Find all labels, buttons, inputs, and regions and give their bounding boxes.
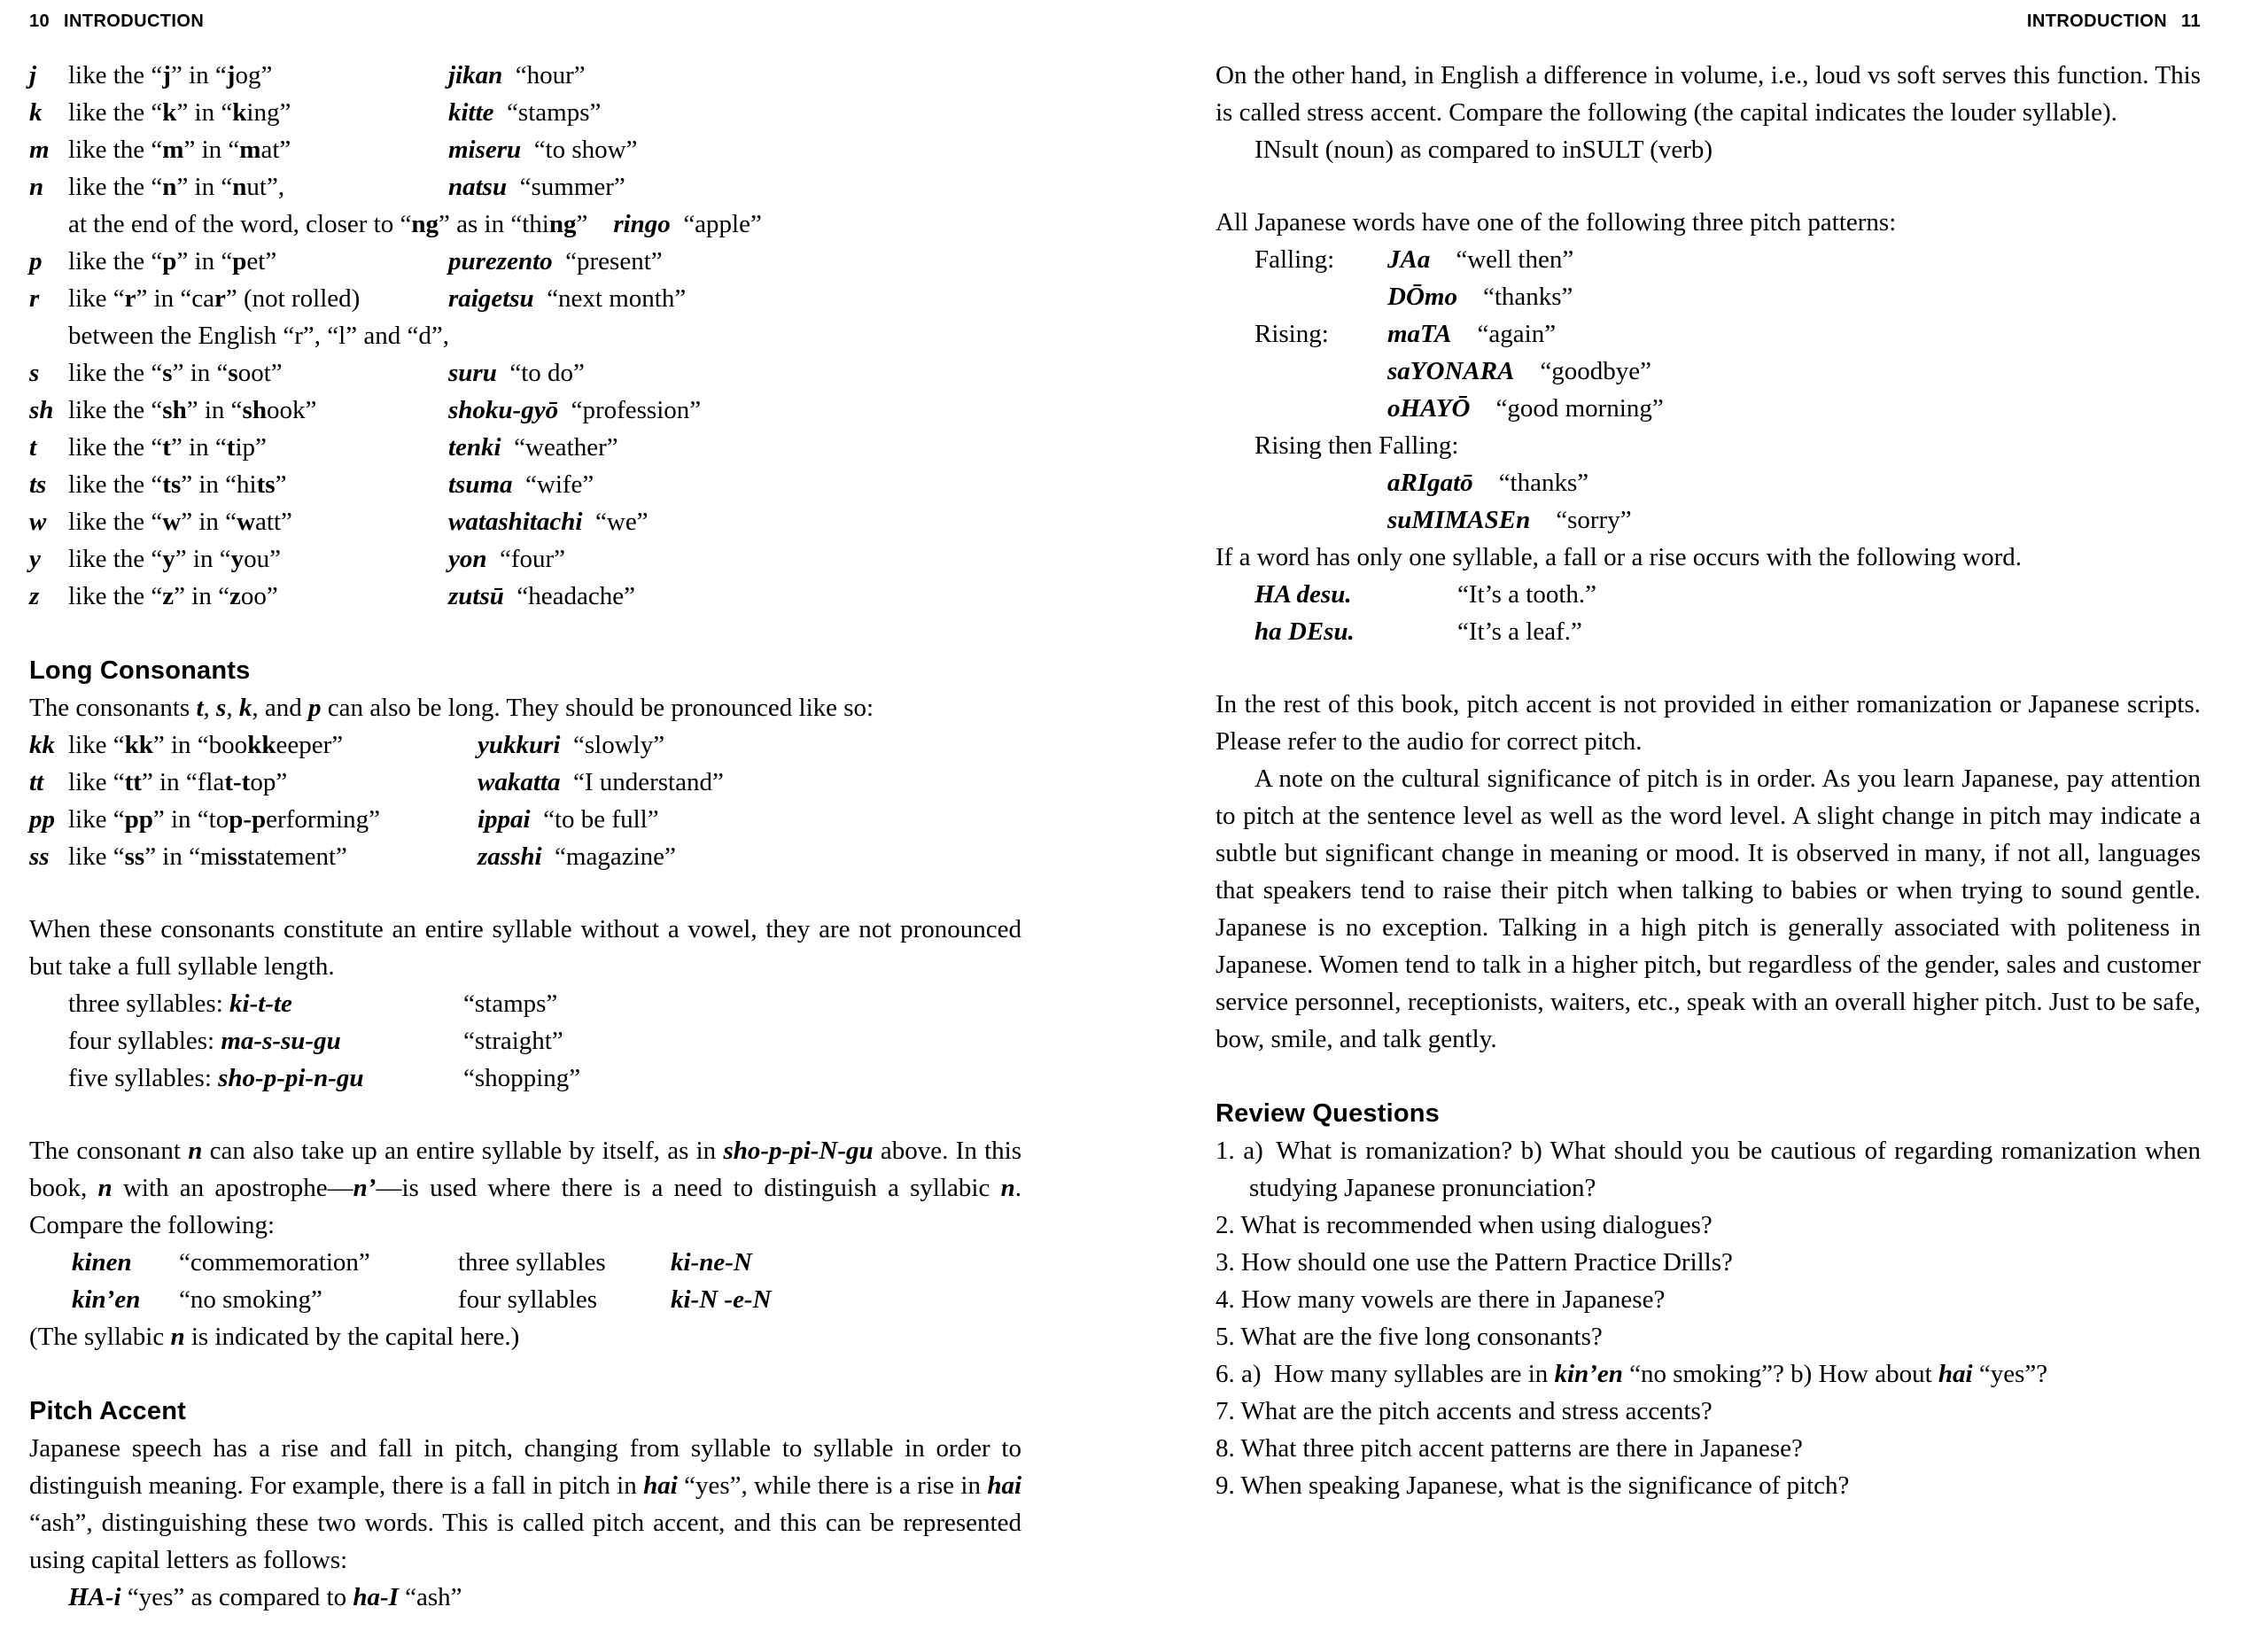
pronunciation-row-main (29, 540, 1021, 578)
pronunciation-row-main (29, 838, 1021, 875)
pronunciation-row (29, 801, 1021, 838)
example-meaning: “It’s a tooth.” (1457, 580, 1597, 609)
review-question (1216, 1244, 2201, 1281)
consonant-letter: y (29, 545, 41, 573)
pronunciation-row-main (29, 131, 1021, 168)
compare-word: kin’en (72, 1285, 141, 1314)
consonant-letter: w (29, 508, 47, 536)
review-question-text: 6. a) How many syllables are in kin’en “no smoking”? b) How about hai “yes”? (1216, 1360, 2048, 1388)
pattern-label: Rising then Falling: (1254, 431, 1459, 460)
consonant-letter: kk (29, 731, 55, 759)
consonant-letter: r (29, 284, 40, 313)
pronunciation-row-main (29, 392, 1021, 429)
one-syllable-paragraph: If a word has only one syllable, a fall or a rise occurs with the following word. (1216, 543, 2023, 571)
syllable-count-label: five syllables: sho-p-pi-n-gu (68, 1064, 364, 1092)
pronunciation-description: like “r” in “car” (not rolled) (68, 284, 361, 313)
consonant-letter: t (29, 433, 37, 462)
pronunciation-description: like the “m” in “mat” (68, 136, 291, 164)
page-right (1216, 0, 2201, 1504)
consonant-letter: ts (29, 470, 47, 499)
consonant-letter: j (29, 61, 37, 89)
long-consonant-table (29, 726, 1021, 875)
review-question (1216, 1430, 2201, 1467)
pronunciation-row (29, 243, 1021, 280)
pronunciation-row (29, 429, 1021, 466)
compare-meaning: “commemoration” (179, 1248, 370, 1277)
example-word: purezento “present” (448, 247, 663, 276)
pattern-example: maTA “again” (1387, 320, 1557, 348)
pronunciation-description: like the “ts” in “hits” (68, 470, 287, 499)
pronunciation-row-main (29, 243, 1021, 280)
pronunciation-description: like the “n” in “nut”, (68, 173, 285, 201)
running-title: INTRODUCTION (2026, 12, 2168, 31)
pronunciation-description: like “ss” in “misstatement” (68, 842, 347, 871)
stress-accent-paragraph: On the other hand, in English a difference in volume, i.e., loud vs soft serves this function. This is called stress accent. Compare the following (the capital indicates the louder syllable). (1216, 61, 2201, 127)
pronunciation-row (29, 503, 1021, 540)
pronunciation-row-main (29, 801, 1021, 838)
pattern-example: suMIMASEn “sorry” (1387, 506, 1632, 534)
pronunciation-row-main (29, 94, 1021, 131)
consonant-letter: z (29, 582, 40, 610)
review-question (1216, 1467, 2201, 1504)
pronunciation-row-main (29, 280, 1021, 317)
example-word: ha DEsu. (1254, 617, 1355, 646)
stress-accent-example: INsult (noun) as compared to inSULT (verb) (1254, 136, 1713, 164)
consonant-letter: s (29, 359, 40, 387)
consonant-letter: tt (29, 768, 44, 796)
pronunciation-description: like the “w” in “watt” (68, 508, 292, 536)
syllabic-n-note: (The syllabic n is indicated by the capital here.) (29, 1323, 520, 1351)
syllable-meaning: “stamps” (463, 990, 558, 1018)
example-word: ippai “to be full” (478, 805, 659, 834)
page-header-right (1216, 0, 2201, 30)
pronunciation-description: like “pp” in “top-performing” (68, 805, 380, 834)
pronunciation-table (29, 57, 1021, 615)
compare-count: three syllables (458, 1248, 606, 1277)
continuation-text: at the end of the word, closer to “ng” as in “thing” ringo “apple” (68, 210, 762, 238)
pronunciation-row-main (29, 354, 1021, 392)
consonant-letter: n (29, 173, 44, 201)
consonant-letter: pp (29, 805, 55, 834)
pronunciation-row-main (29, 578, 1021, 615)
review-question-list (1216, 1132, 2201, 1504)
syllabic-n-paragraph: The consonant n can also take up an entire syllable by itself, as in sho-p-pi-N-gu above. In this book, n with an apostrophe—n’—is used where there is a need to distinguish a syllabic n. Compare the following: (29, 1137, 1022, 1239)
pronunciation-row-main (29, 466, 1021, 503)
pronunciation-row (29, 578, 1021, 615)
rest-of-book-paragraph: In the rest of this book, pitch accent is not provided in either romanization or Japanese scripts. Please refer to the audio for correct pitch. (1216, 690, 2201, 756)
syllable-example-row (29, 985, 1021, 1022)
syllable-examples (29, 985, 1021, 1097)
pattern-example: DŌmo “thanks” (1387, 283, 1573, 311)
pronunciation-description: like the “sh” in “shook” (68, 396, 317, 424)
review-question-text: 4. How many vowels are there in Japanese? (1216, 1285, 1666, 1314)
syllabic-n-compare-row (29, 1281, 1021, 1318)
consonant-letter: m (29, 136, 50, 164)
compare-count: four syllables (458, 1285, 598, 1314)
pronunciation-description: like the “k” in “king” (68, 98, 291, 127)
pitch-pattern-row (1216, 315, 2201, 353)
review-question-text: 8. What three pitch accent patterns are there in Japanese? (1216, 1434, 1803, 1463)
pronunciation-row-main (29, 57, 1021, 94)
syllable-example-row (29, 1060, 1021, 1097)
example-word: shoku-gyō “profession” (448, 396, 702, 424)
pattern-label: Falling: (1254, 245, 1335, 274)
running-title: INTRODUCTION (64, 12, 205, 31)
example-word: watashitachi “we” (448, 508, 649, 536)
example-word: jikan “hour” (448, 61, 586, 89)
pronunciation-row (29, 94, 1021, 131)
example-word: tsuma “wife” (448, 470, 594, 499)
consonant-letter: ss (29, 842, 50, 871)
pronunciation-description: like the “s” in “soot” (68, 359, 283, 387)
example-word: raigetsu “next month” (448, 284, 687, 313)
consonant-letter: k (29, 98, 43, 127)
pattern-label (1254, 464, 1387, 501)
syllable-meaning: “shopping” (463, 1064, 581, 1092)
consonant-letter: sh (29, 396, 54, 424)
example-word: tenki “weather” (448, 433, 618, 462)
pattern-label (1254, 501, 1387, 539)
pronunciation-row (29, 726, 1021, 764)
syllabic-n-compare (29, 1244, 1021, 1318)
review-question-text: 5. What are the five long consonants? (1216, 1323, 1603, 1351)
syllable-count-label: four syllables: ma-s-su-gu (68, 1027, 341, 1055)
section-heading-long-consonants: Long Consonants (29, 656, 251, 685)
review-question (1216, 1355, 2201, 1393)
one-syllable-row (1216, 613, 2201, 650)
one-syllable-examples (1216, 576, 2201, 650)
syllable-meaning: “straight” (463, 1027, 563, 1055)
example-word: yukkuri “slowly” (478, 731, 665, 759)
pronunciation-row (29, 392, 1021, 429)
pronunciation-row-main (29, 429, 1021, 466)
syllable-count-label: three syllables: ki-t-te (68, 990, 292, 1018)
example-meaning: “It’s a leaf.” (1457, 617, 1582, 646)
pitch-pattern-row (1216, 464, 2201, 501)
pattern-example (1387, 427, 2201, 464)
pronunciation-row-main (29, 764, 1021, 801)
pronunciation-row-main (29, 168, 1021, 206)
review-question-text: 9. When speaking Japanese, what is the significance of pitch? (1216, 1471, 1850, 1500)
pattern-example: aRIgatō “thanks” (1387, 469, 1589, 497)
pitch-patterns-intro: All Japanese words have one of the following three pitch patterns: (1216, 208, 1897, 237)
pronunciation-description: like the “t” in “tip” (68, 433, 267, 462)
pronunciation-row (29, 280, 1021, 354)
example-word: zasshi “magazine” (478, 842, 676, 871)
review-question (1216, 1318, 2201, 1355)
review-question-text: 1. a) What is romanization? b) What should you be cautious of regarding romanization when studying Japanese pronunciation? (1216, 1137, 2201, 1202)
pitch-pattern-row (1216, 353, 2201, 390)
pitch-pattern-list (1216, 241, 2201, 539)
pattern-example: saYONARA “goodbye” (1387, 357, 1652, 385)
example-word: natsu “summer” (448, 173, 625, 201)
review-question-text: 7. What are the pitch accents and stress accents? (1216, 1397, 1713, 1425)
pattern-example: oHAYŌ “good morning” (1387, 394, 1664, 423)
syllabic-n-compare-row (29, 1244, 1021, 1281)
syllable-length-paragraph: When these consonants constitute an entire syllable without a vowel, they are not pronounced but take a full syllable length. (29, 915, 1021, 981)
example-word: suru “to do” (448, 359, 585, 387)
pronunciation-row-main (29, 726, 1021, 764)
one-syllable-row (1216, 576, 2201, 613)
pattern-label (1254, 390, 1387, 427)
example-word: miseru “to show” (448, 136, 638, 164)
syllable-example-row (29, 1022, 1021, 1060)
pronunciation-continuation (29, 317, 1021, 354)
pronunciation-row (29, 168, 1021, 243)
pronunciation-row (29, 466, 1021, 503)
pattern-label (1254, 278, 1387, 315)
example-word: yon “four” (448, 545, 566, 573)
consonant-letter: p (29, 247, 43, 276)
pattern-example: JAa “well then” (1387, 245, 1574, 274)
pitch-pattern-row (1216, 427, 2201, 464)
pattern-label: Rising: (1254, 320, 1329, 348)
example-word: kitte “stamps” (448, 98, 602, 127)
review-question (1216, 1132, 2201, 1207)
compare-breakdown: ki-N -e-N (671, 1285, 772, 1314)
section-heading-pitch-accent: Pitch Accent (29, 1397, 186, 1425)
example-word: zutsū “headache” (448, 582, 635, 610)
pitch-pattern-row (1216, 278, 2201, 315)
page-header-left (29, 0, 1021, 30)
pronunciation-row (29, 131, 1021, 168)
page-left (29, 0, 1021, 1616)
review-question (1216, 1207, 2201, 1244)
page-number: 10 (29, 12, 50, 31)
pronunciation-row (29, 57, 1021, 94)
compare-word: kinen (72, 1248, 132, 1277)
pronunciation-description: like “tt” in “flat-top” (68, 768, 288, 796)
continuation-text: between the English “r”, “l” and “d”, (68, 322, 449, 350)
pronunciation-description: like the “j” in “jog” (68, 61, 273, 89)
pronunciation-row-main (29, 503, 1021, 540)
section-heading-review-questions: Review Questions (1216, 1099, 1440, 1128)
review-question-text: 3. How should one use the Pattern Practice Drills? (1216, 1248, 1733, 1277)
long-consonants-intro: The consonants t, s, k, and p can also be long. They should be pronounced like so: (29, 694, 874, 722)
pronunciation-description: like “kk” in “bookkeeper” (68, 731, 344, 759)
pronunciation-row (29, 354, 1021, 392)
pitch-accent-example: HA-i “yes” as compared to ha-I “ash” (68, 1583, 462, 1611)
pronunciation-row (29, 838, 1021, 875)
cultural-significance-paragraph: A note on the cultural significance of pitch is in order. As you learn Japanese, pay attention to pitch at the sentence level as well as the word level. A slight change in pitch may indicate a subtle but significant change in meaning or mood. It is observed in many, if not all, languages that speakers tend to raise their pitch when talking to babies or when trying to sound gentle. Japanese is no exception. Talking in a high pitch is generally associated with politeness in Japanese. Women tend to talk in a higher pitch, but regardless of the gender, sales and customer service personnel, receptionists, waiters, etc., speak with an overall higher pitch. Just to be safe, bow, smile, and talk gently. (1216, 765, 2201, 1053)
page-number: 11 (2181, 12, 2201, 31)
compare-meaning: “no smoking” (179, 1285, 322, 1314)
compare-breakdown: ki-ne-N (671, 1248, 752, 1277)
review-question (1216, 1393, 2201, 1430)
pitch-pattern-row (1216, 390, 2201, 427)
review-question (1216, 1281, 2201, 1318)
example-word: HA desu. (1254, 580, 1352, 609)
pronunciation-row (29, 540, 1021, 578)
pitch-pattern-row (1216, 501, 2201, 539)
pronunciation-description: like the “p” in “pet” (68, 247, 277, 276)
pronunciation-continuation (29, 206, 1021, 243)
pronunciation-description: like the “y” in “you” (68, 545, 281, 573)
pattern-label (1254, 353, 1387, 390)
pronunciation-row (29, 764, 1021, 801)
review-question-text: 2. What is recommended when using dialogues? (1216, 1211, 1713, 1239)
pitch-accent-paragraph: Japanese speech has a rise and fall in pitch, changing from syllable to syllable in order to distinguish meaning. For example, there is a fall in pitch in hai “yes”, while there is a rise in hai “ash”, distinguishing these two words. This is called pitch accent, and this can be represented using capital letters as follows: (29, 1434, 1021, 1574)
pronunciation-description: like the “z” in “zoo” (68, 582, 278, 610)
example-word: wakatta “I understand” (478, 768, 724, 796)
pitch-pattern-row (1216, 241, 2201, 278)
